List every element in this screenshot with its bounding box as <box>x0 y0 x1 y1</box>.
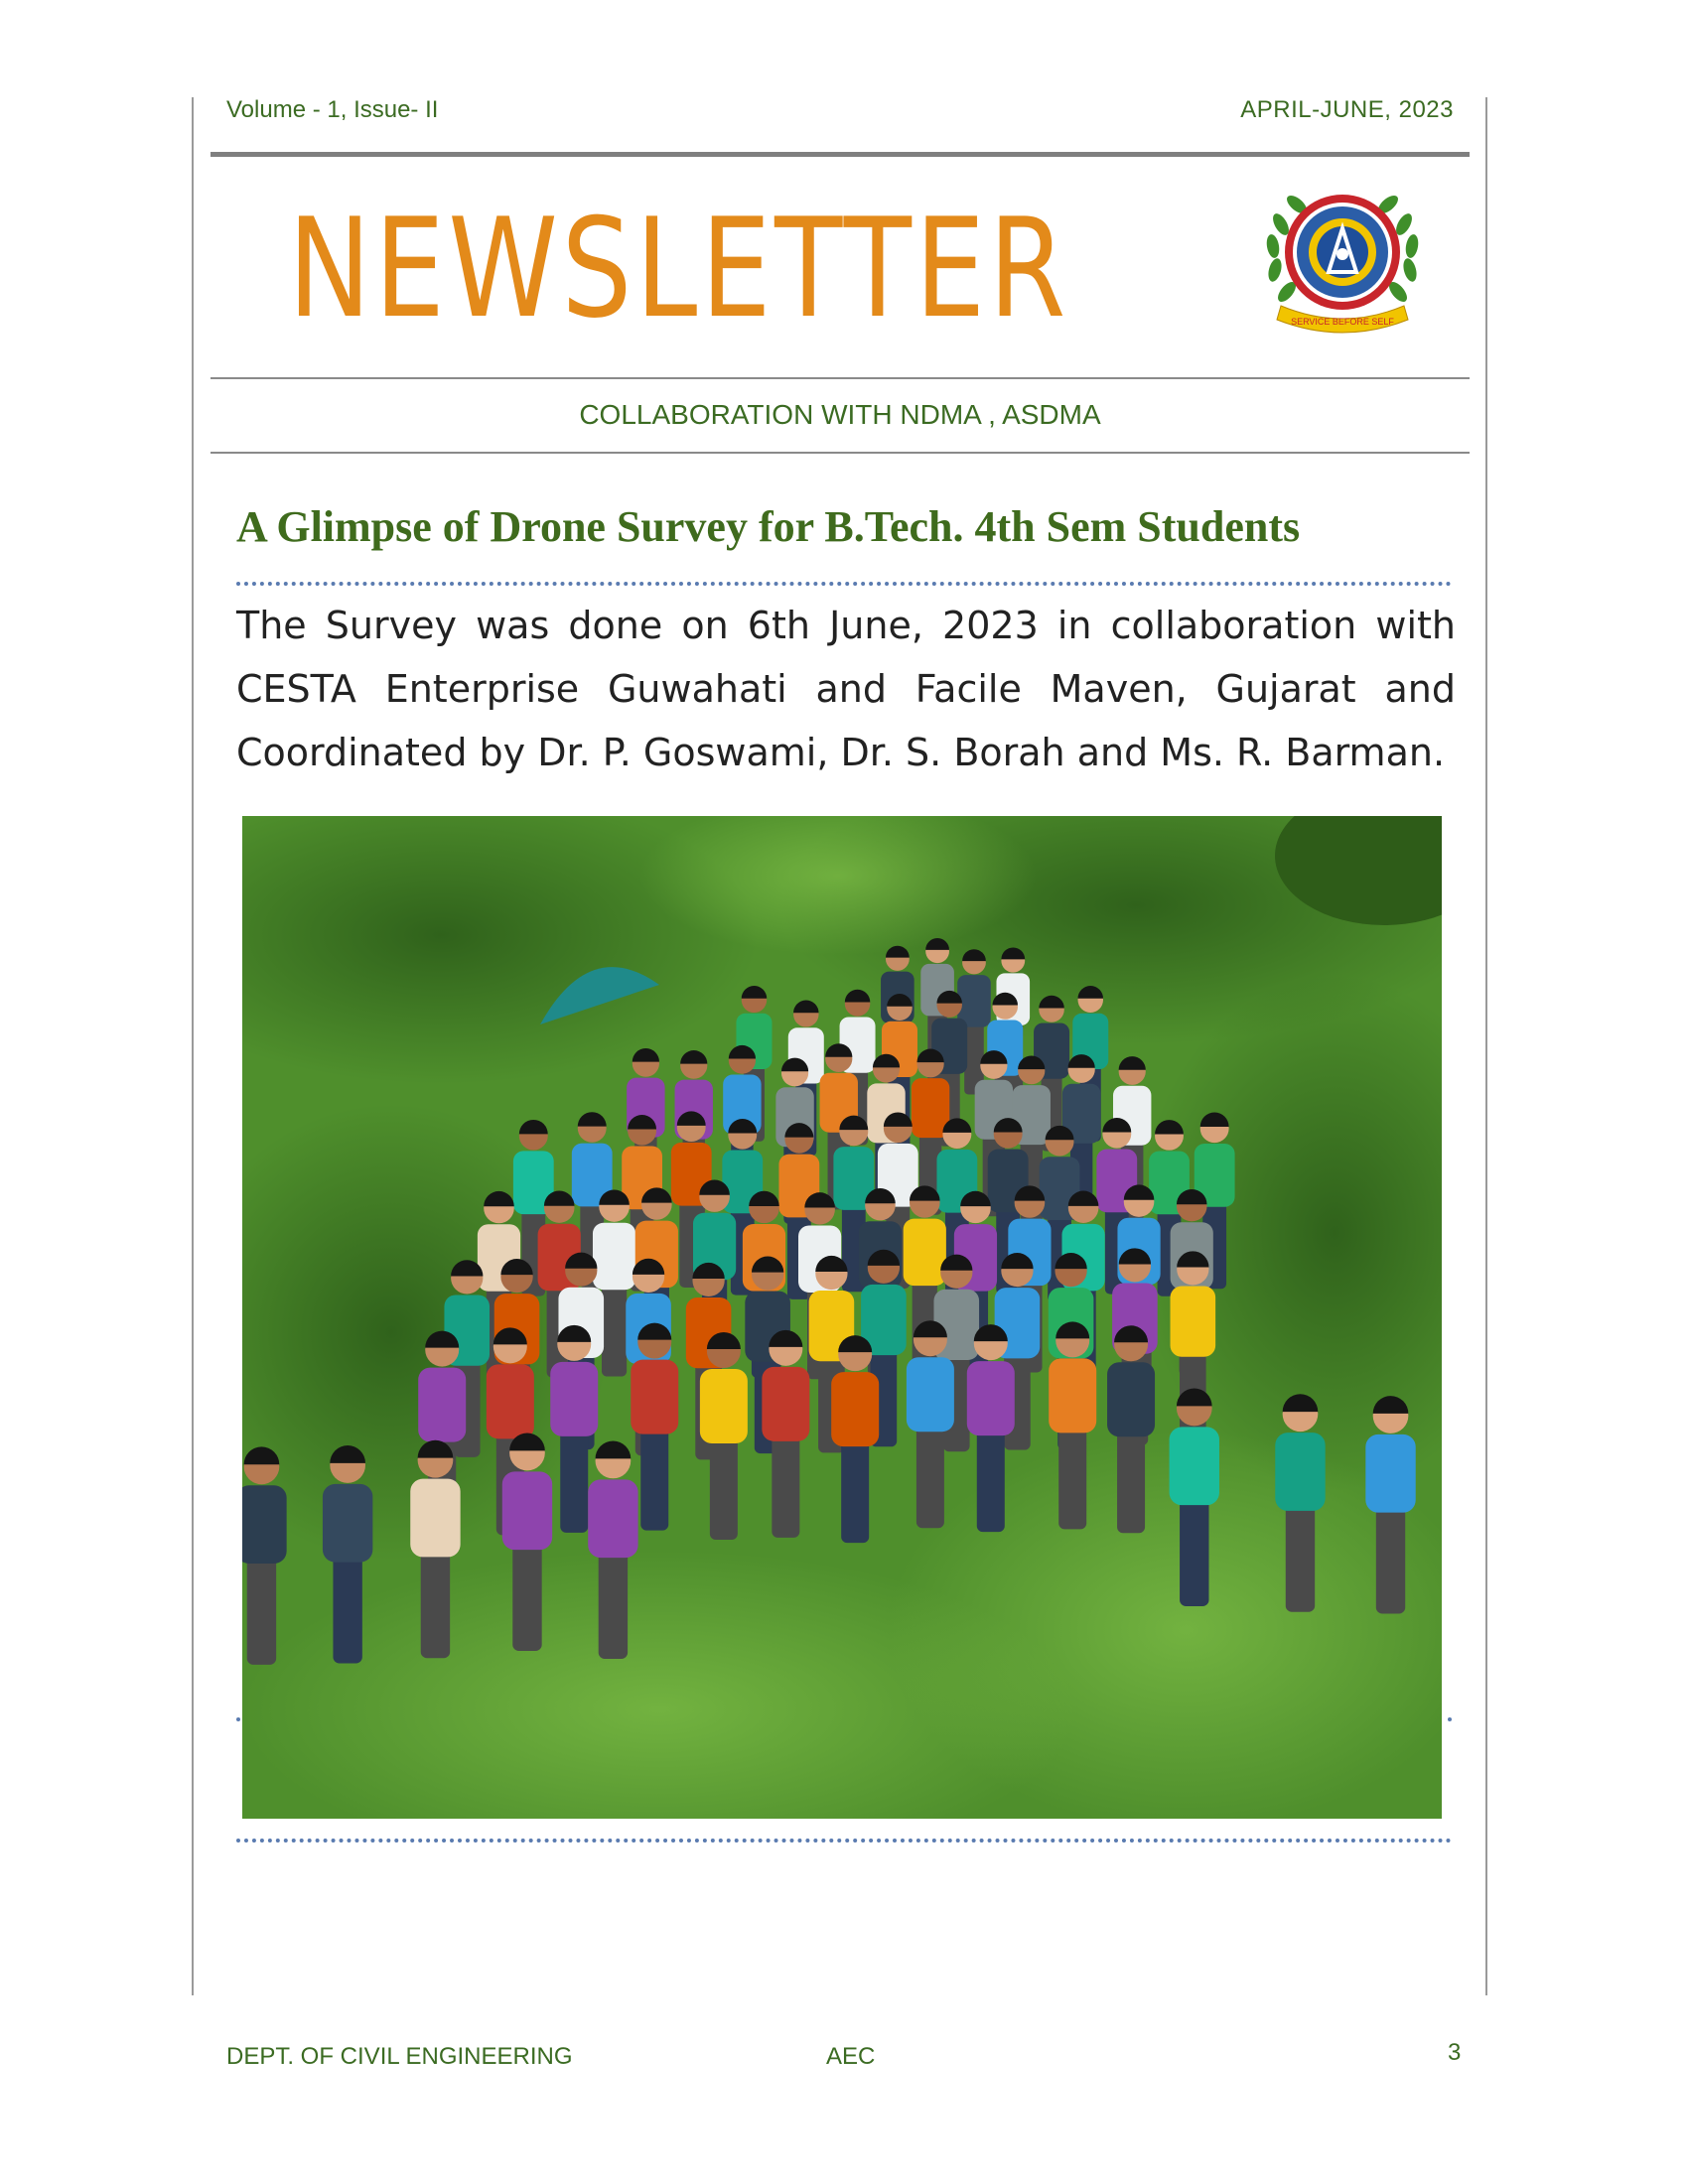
newsletter-title: NEWSLETTER <box>288 189 1069 348</box>
article-body: The Survey was done on 6th June, 2023 in collaboration with CESTA Enterprise Guwahati and Facile Maven, Gujarat and Coordinated by Dr. P. Goswami, Dr. S. Borah and Ms. R. Barman. <box>236 604 1456 774</box>
page-border-left <box>192 97 194 1995</box>
dotted-border-marker-left <box>236 1717 240 1721</box>
volume-issue: Volume - 1, Issue- II <box>226 96 439 123</box>
emblem-motto: SERVICE BEFORE SELF <box>1291 317 1394 327</box>
footer-department: DEPT. OF CIVIL ENGINEERING <box>226 2043 573 2070</box>
page-border-right <box>1485 97 1487 1995</box>
dotted-divider-top <box>236 582 1452 586</box>
group-photo-image <box>242 816 1442 1819</box>
page-number: 3 <box>1448 2039 1462 2066</box>
article-title: A Glimpse of Drone Survey for B.Tech. 4th Sem Students <box>236 502 1301 551</box>
college-emblem-icon <box>1253 165 1432 343</box>
dotted-border-marker-right <box>1448 1717 1452 1721</box>
section-divider-top <box>211 377 1470 379</box>
section-divider-bottom <box>211 452 1470 454</box>
header-divider <box>211 152 1470 157</box>
section-label: COLLABORATION WITH NDMA , ASDMA <box>579 399 1101 430</box>
footer-institution: AEC <box>826 2043 876 2070</box>
issue-period: APRIL-JUNE, 2023 <box>1240 96 1454 123</box>
dotted-divider-bottom <box>236 1839 1452 1843</box>
